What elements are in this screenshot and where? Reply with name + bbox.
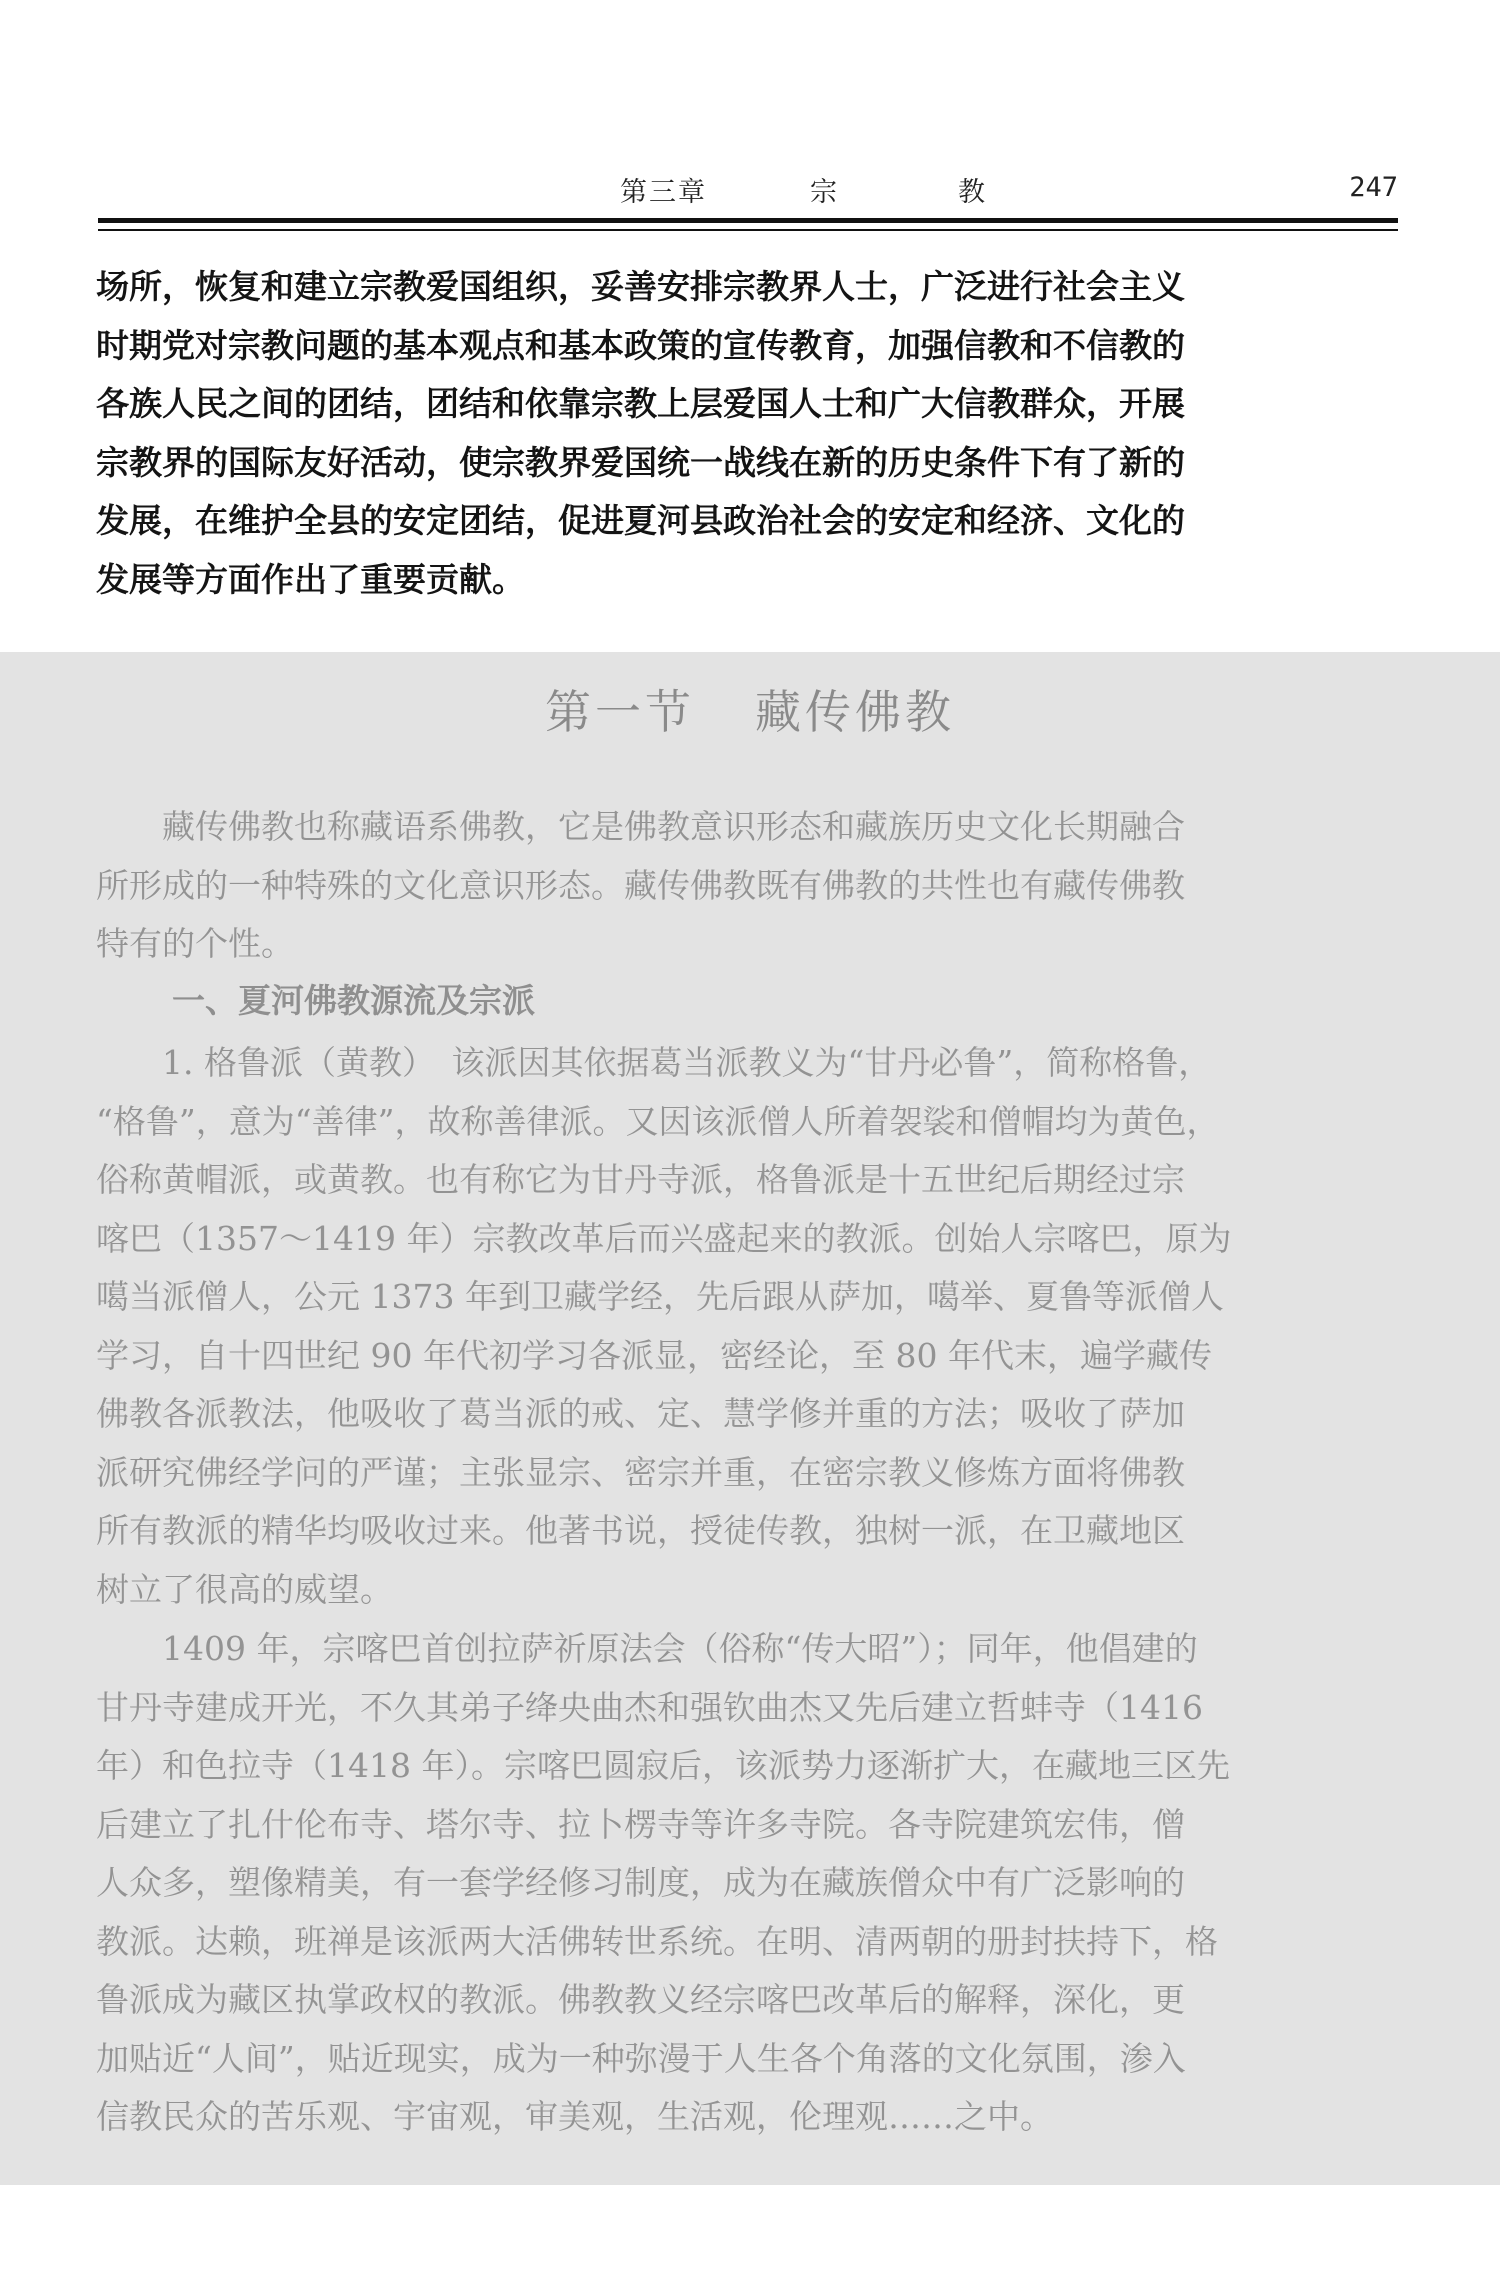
intro-paragraph <box>96 258 1402 609</box>
text-line: 时期党对宗教问题的基本观点和基本政策的宣传教育，加强信教和不信教的 <box>96 325 1185 365</box>
text-line: 所有教派的精华均吸收过来。他著书说，授徒传教，独树一派，在卫藏地区 <box>96 1511 1185 1550</box>
text-line: 藏传佛教也称藏语系佛教，它是佛教意识形态和藏族历史文化长期融合 <box>96 807 1185 846</box>
text-line: 信教民众的苦乐观、宇宙观，审美观，生活观，伦理观……之中。 <box>96 2097 1053 2136</box>
subheading: 一、夏河佛教源流及宗派 <box>172 981 535 1020</box>
text-line: 学习，自十四世纪 90 年代初学习各派显，密经论，至 80 年代末，遍学藏传 <box>96 1335 1212 1375</box>
page-number: 247 <box>1349 172 1398 203</box>
text-line: 树立了很高的威望。 <box>96 1569 393 1609</box>
section-title <box>0 676 1500 742</box>
text-line: 喀巴（1357～1419 年）宗教改革后而兴盛起来的教派。创始人宗喀巴，原为 <box>96 1218 1232 1258</box>
paragraph-gelug <box>96 1034 1402 1619</box>
text-line: 场所，恢复和建立宗教爱国组织，妥善安排宗教界人士，广泛进行社会主义 <box>96 267 1185 306</box>
text-line: 加贴近“人间”，贴近现实，成为一种弥漫于人生各个角落的文化氛围，渗入 <box>96 2038 1186 2078</box>
text-line: 发展等方面作出了重要贡献。 <box>96 559 525 599</box>
text-line: 宗教界的国际友好活动，使宗教界爱国统一战线在新的历史条件下有了新的 <box>96 442 1185 482</box>
text-line: 发展，在维护全县的安定团结，促进夏河县政治社会的安定和经济、文化的 <box>96 501 1185 540</box>
text-line: 佛教各派教法，他吸收了葛当派的戒、定、慧学修并重的方法；吸收了萨加 <box>96 1394 1185 1433</box>
text-line: 后建立了扎什伦布寺、塔尔寺、拉卜楞寺等许多寺院。各寺院建筑宏伟，僧 <box>96 1804 1185 1844</box>
text-line: 派研究佛经学问的严谨；主张显宗、密宗并重，在密宗教义修炼方面将佛教 <box>96 1452 1185 1492</box>
paragraph-overview <box>96 798 1402 974</box>
text-line: 各族人民之间的团结，团结和依靠宗教上层爱国人士和广大信教群众，开展 <box>96 384 1185 423</box>
header-rule-thin <box>98 229 1398 231</box>
section-number: 第一节 <box>545 685 695 739</box>
section-name: 藏传佛教 <box>755 685 955 739</box>
text-line: 教派。达赖，班禅是该派两大活佛转世系统。在明、清两朝的册封扶持下，格 <box>96 1921 1218 1961</box>
text-line: 鲁派成为藏区执掌政权的教派。佛教教义经宗喀巴改革后的解释，深化，更 <box>96 1980 1185 2019</box>
text-line: 1409 年，宗喀巴首创拉萨祈原法会（俗称“传大昭”）；同年，他倡建的 <box>96 1629 1198 1668</box>
header-chapter-title-1: 宗 <box>810 177 837 208</box>
paragraph-history <box>96 1620 1402 2147</box>
text-line: 年）和色拉寺（1418 年）。宗喀巴圆寂后，该派势力逐渐扩大，在藏地三区先 <box>96 1746 1230 1785</box>
running-header <box>98 170 1398 220</box>
header-chapter: 第三章 <box>620 177 707 208</box>
text-line: “格鲁”，意为“善律”，故称善律派。又因该派僧人所着袈裟和僧帽均为黄色， <box>96 1101 1220 1141</box>
header-chapter-title-2: 教 <box>958 177 985 208</box>
text-line: 所形成的一种特殊的文化意识形态。藏传佛教既有佛教的共性也有藏传佛教 <box>96 865 1185 905</box>
text-line: 噶当派僧人，公元 1373 年到卫藏学经，先后跟从萨加，噶举、夏鲁等派僧人 <box>96 1277 1224 1316</box>
text-line: 1. 格鲁派（黄教） 该派因其依据葛当派教义为“甘丹必鲁”，简称格鲁， <box>96 1043 1212 1082</box>
text-line: 甘丹寺建成开光，不久其弟子绛央曲杰和强钦曲杰又先后建立哲蚌寺（1416 <box>96 1687 1203 1727</box>
text-line: 特有的个性。 <box>96 924 294 963</box>
header-rule-thick <box>98 218 1398 223</box>
text-line: 俗称黄帽派，或黄教。也有称它为甘丹寺派，格鲁派是十五世纪后期经过宗 <box>96 1160 1185 1199</box>
text-line: 人众多，塑像精美，有一套学经修习制度，成为在藏族僧众中有广泛影响的 <box>96 1863 1185 1902</box>
